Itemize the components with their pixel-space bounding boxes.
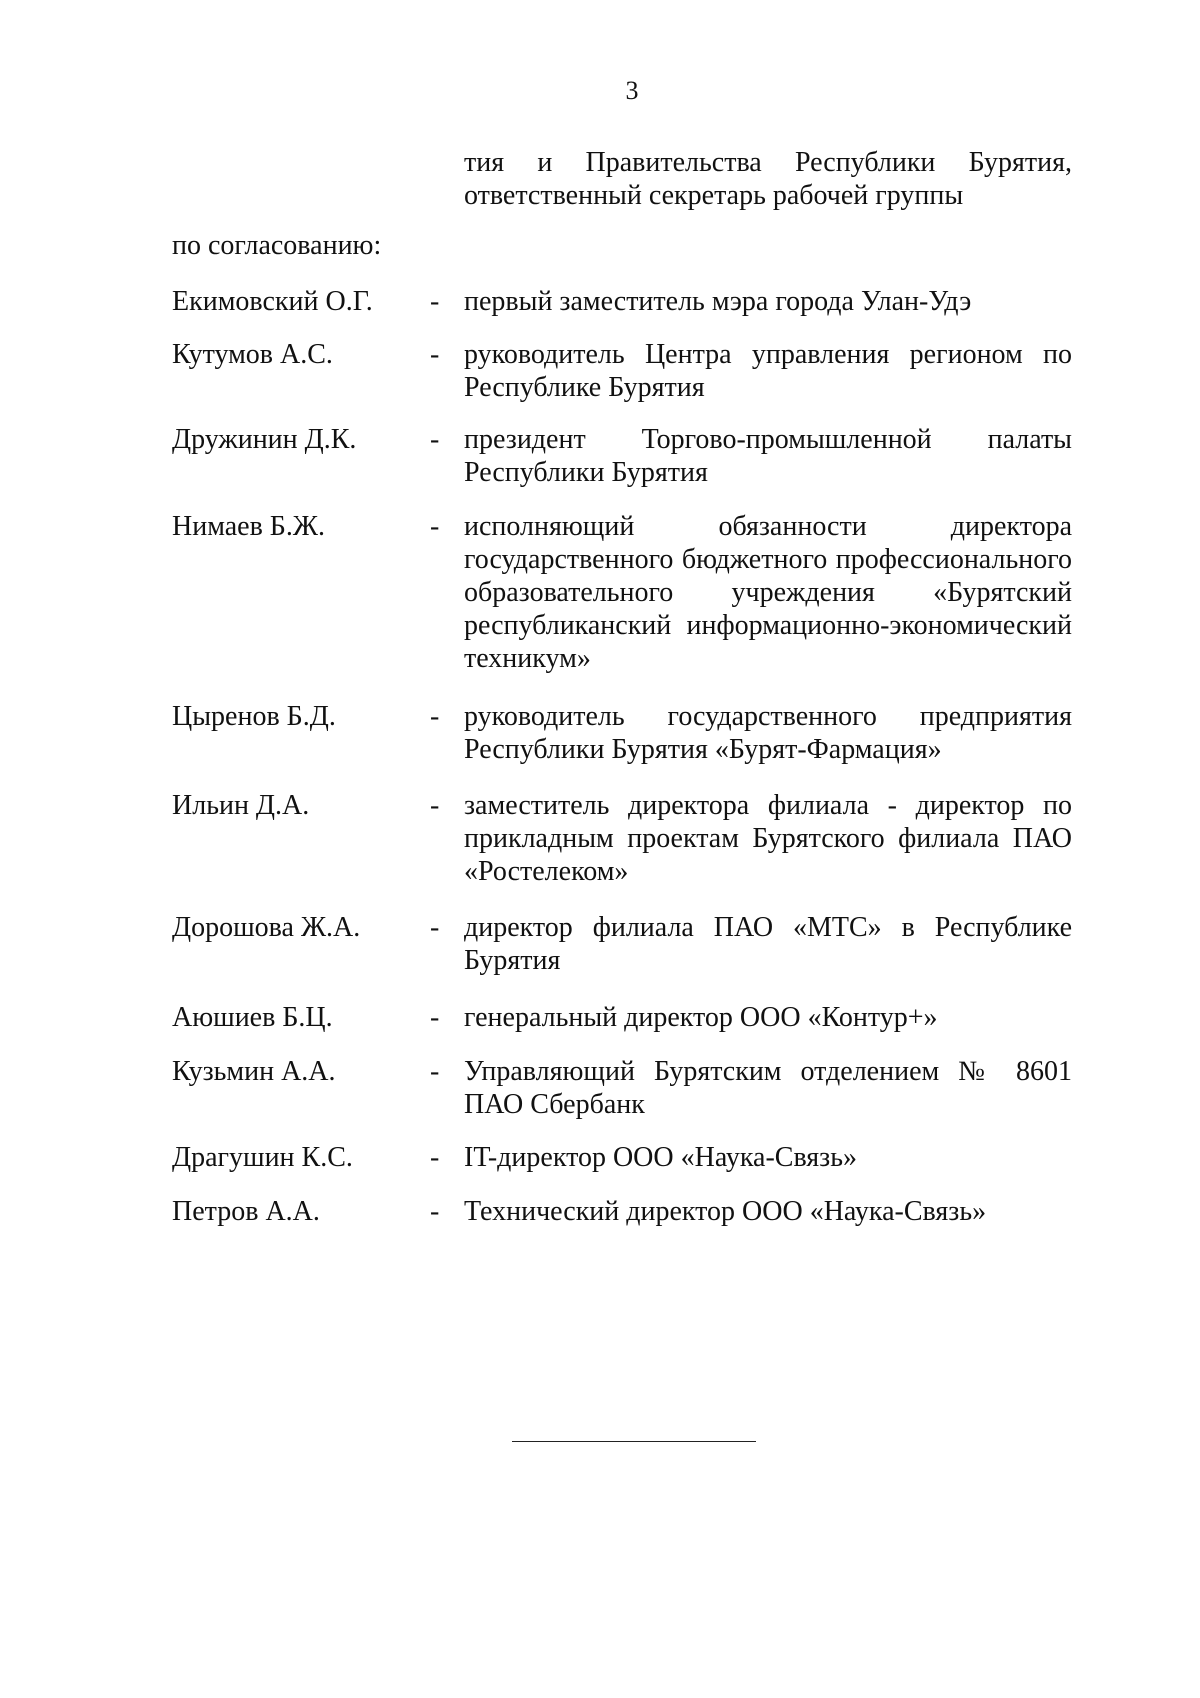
member-role: руководитель государственного предприятия Республики Бурятия «Бурят-Фармация»: [464, 701, 1072, 765]
member-role: генеральный директор ООО «Контур+»: [464, 1002, 938, 1033]
member-name: Нимаев Б.Ж.: [172, 511, 325, 542]
member-name: Кутумов А.С.: [172, 339, 333, 370]
page-number: 3: [625, 76, 639, 105]
member-role: IT-директор ООО «Наука-Связь»: [464, 1142, 857, 1173]
member-name: Петров А.А.: [172, 1196, 320, 1227]
member-role: президент Торгово-промышленной палаты Республики Бурятия: [464, 424, 1072, 488]
member-name: Цыренов Б.Д.: [172, 701, 336, 732]
member-role: исполняющий обязанности директора государственного бюджетного профессионального образовательного учреждения «Бурятский республиканский информационно-экономический техникум»: [464, 511, 1072, 674]
member-role: первый заместитель мэра города Улан-Удэ: [464, 286, 972, 317]
member-name: Дружинин Д.К.: [172, 424, 357, 455]
member-name: Ильин Д.А.: [172, 790, 310, 821]
member-dash: -: [430, 790, 440, 821]
member-dash: -: [430, 1056, 440, 1087]
member-role: заместитель директора филиала - директор по прикладным проектам Бурятского филиала ПАО «Ростелеком»: [464, 790, 1072, 887]
member-dash: -: [430, 912, 440, 943]
member-dash: -: [430, 339, 440, 370]
member-name: Драгушин К.С.: [172, 1142, 353, 1173]
member-dash: -: [430, 1002, 440, 1033]
member-name: Кузьмин А.А.: [172, 1056, 336, 1087]
member-name: Дорошова Ж.А.: [172, 912, 361, 943]
member-dash: -: [430, 701, 440, 732]
member-name: Екимовский О.Г.: [172, 286, 373, 317]
member-role: руководитель Центра управления регионом по Республике Бурятия: [464, 339, 1072, 403]
member-name: Аюшиев Б.Ц.: [172, 1002, 333, 1033]
member-dash: -: [430, 1142, 440, 1173]
member-role: директор филиала ПАО «МТС» в Республике Бурятия: [464, 912, 1072, 976]
member-dash: -: [430, 424, 440, 455]
closing-rule: [512, 1441, 756, 1442]
member-dash: -: [430, 511, 440, 542]
previous-entry-continuation: тия и Правительства Республики Бурятия, ответственный секретарь рабочей группы: [464, 147, 1072, 211]
member-dash: -: [430, 286, 440, 317]
agreement-section-heading: по согласованию:: [172, 230, 382, 261]
member-dash: -: [430, 1196, 440, 1227]
member-role: Технический директор ООО «Наука-Связь»: [464, 1196, 987, 1227]
member-role: Управляющий Бурятским отделением № 8601 ПАО Сбербанк: [464, 1056, 1072, 1120]
